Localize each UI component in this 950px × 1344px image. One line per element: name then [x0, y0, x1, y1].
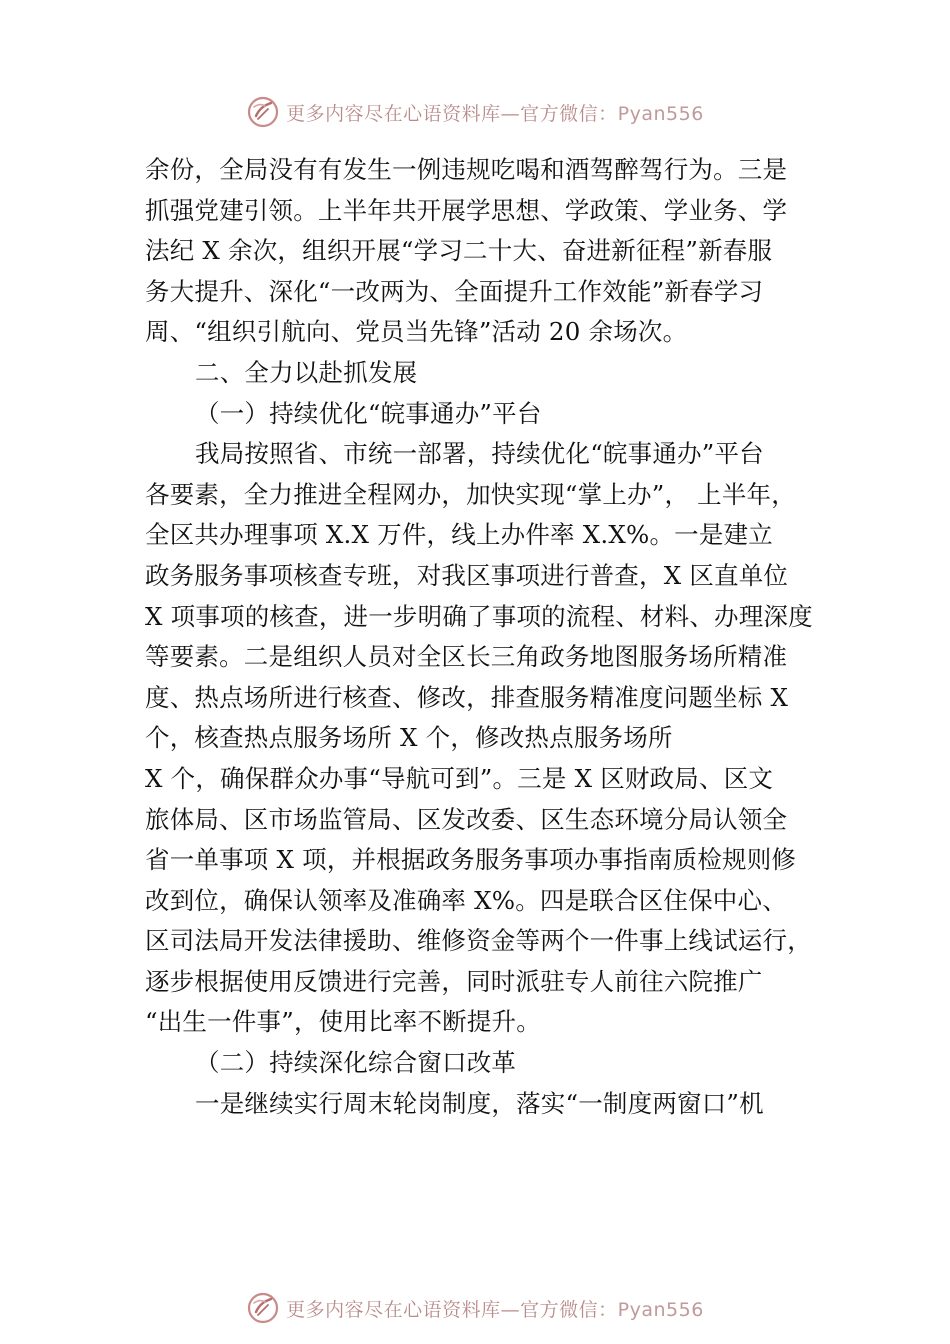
text-line: 逐步根据使用反馈进行完善，同时派驻专人前往六院推广 — [145, 966, 763, 996]
text-line: 法纪 X 余次，组织开展“学习二十大、奋进新征程”新春服 — [145, 236, 773, 266]
text-line: 个，核查热点服务场所 X 个，修改热点服务场所 — [145, 723, 673, 753]
subsection-heading: （一）持续优化“皖事通办”平台 — [195, 398, 542, 428]
text-line: 我局按照省、市统一部署，持续优化“皖事通办”平台 — [195, 439, 764, 469]
text-line: 抓强党建引领。上半年共开展学思想、学政策、学业务、学 — [145, 195, 788, 225]
text-line: 等要素。二是组织人员对全区长三角政务地图服务场所精准 — [145, 642, 788, 672]
text-line: 余份，全局没有有发生一例违规吃喝和酒驾醉驾行为。三是 — [145, 155, 788, 184]
text-line: 区司法局开发法律援助、维修资金等两个一件事上线试运行， — [145, 926, 812, 956]
text-line: 全区共办理事项 X.X 万件，线上办件率 X.X%。一是建立 — [145, 520, 773, 550]
subsection-heading: （二）持续深化综合窗口改革 — [195, 1048, 517, 1078]
text-line: X 个，确保群众办事“导航可到”。三是 X 区财政局、区文 — [145, 763, 774, 793]
text-line: 旅体局、区市场监管局、区发改委、区生态环境分局认领全 — [145, 804, 788, 834]
brand-logo-icon — [246, 95, 280, 129]
text-line: 改到位，确保认领率及准确率 X%。四是联合区住保中心、 — [145, 885, 787, 915]
brand-logo-icon — [246, 1291, 280, 1325]
watermark-text: 更多内容尽在心语资料库—官方微信：Pyan556 — [286, 102, 704, 125]
section-heading: 二、全力以赴抓发展 — [195, 357, 418, 387]
text-line: 一是继续实行周末轮岗制度，落实“一制度两窗口”机 — [195, 1088, 764, 1118]
watermark-text: 更多内容尽在心语资料库—官方微信：Pyan556 — [286, 1298, 704, 1321]
text-line: “出生一件事”，使用比率不断提升。 — [145, 1007, 541, 1037]
text-line: 度、热点场所进行核查、修改，排查服务精准度问题坐标 X — [145, 682, 789, 712]
watermark-footer — [0, 1291, 950, 1325]
document-body — [145, 150, 813, 1124]
text-line: X 项事项的核查，进一步明确了事项的流程、材料、办理深度 — [145, 601, 813, 631]
watermark-header — [0, 95, 950, 129]
text-line: 各要素，全力推进全程网办，加快实现“掌上办”， 上半年， — [145, 479, 796, 509]
text-line: 周、“组织引航向、党员当先锋”活动 20 余场次。 — [145, 317, 688, 347]
text-line: 政务服务事项核查专班，对我区事项进行普查，X 区直单位 — [145, 560, 789, 590]
text-line: 务大提升、深化“一改两为、全面提升工作效能”新春学习 — [145, 276, 764, 306]
text-line: 省一单事项 X 项，并根据政务服务事项办事指南质检规则修 — [145, 845, 797, 875]
